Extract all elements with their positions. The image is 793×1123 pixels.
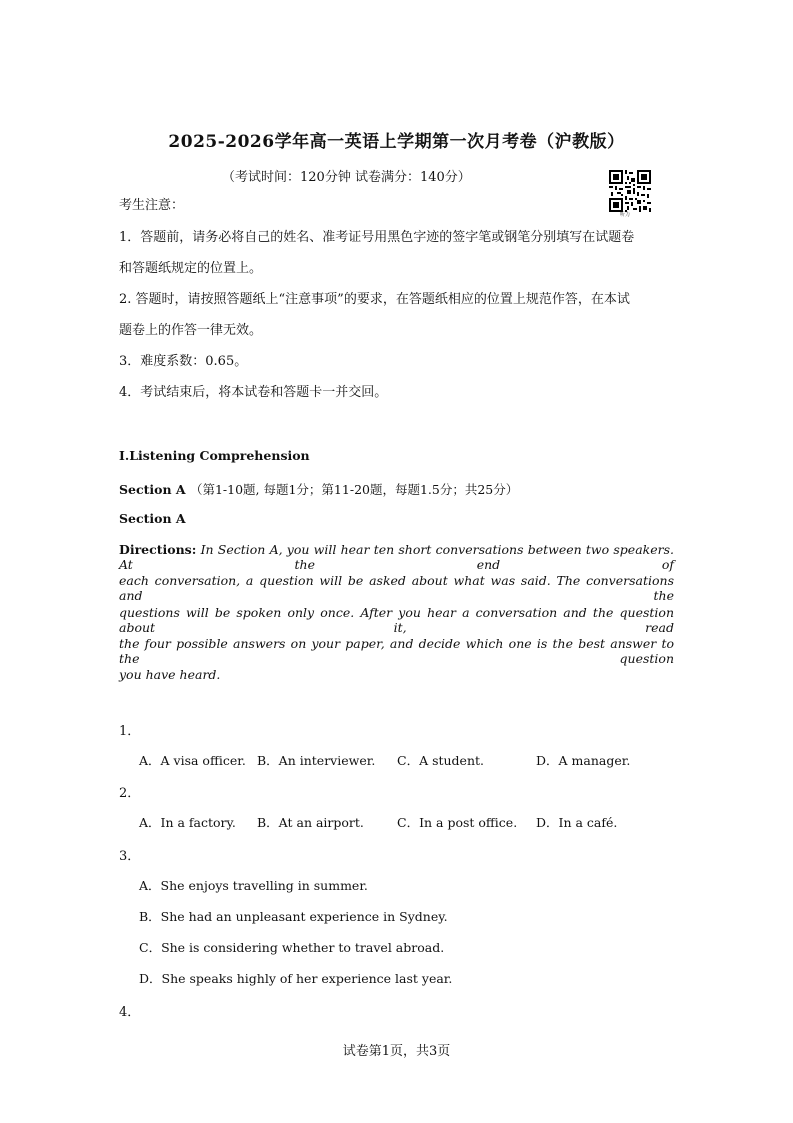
question-2-option-c[interactable]: C．In a post office. (397, 815, 518, 830)
page-footer: 试卷第1页，共3页 (342, 1044, 451, 1059)
qr-caption: 听力 (620, 212, 631, 218)
notice-heading: 考生注意： (119, 198, 185, 213)
part-heading: I.Listening Comprehension (119, 448, 310, 463)
directions-line-2: each conversation, a question will be asked about what was said. The conversations and the (119, 573, 674, 603)
directions-line-4: the four possible answers on your paper, and decide which one is the best answer to the question (119, 636, 674, 666)
question-1-option-b[interactable]: B．An interviewer. (257, 753, 376, 768)
directions-line-5: you have heard. (119, 667, 221, 682)
exam-title: 2025-2026学年高一英语上学期第一次月考卷（沪教版） (168, 132, 625, 152)
notice-item-1-line-1: 1．答题前，请务必将自己的姓名、准考证号用黑色字迹的签字笔或钢笔分别填写在试题卷 (119, 230, 635, 245)
notice-item-4: 4．考试结束后，将本试卷和答题卡一并交回。 (119, 385, 388, 400)
notice-item-2-line-1: 2. 答题时，请按照答题纸上“注意事项”的要求，在答题纸相应的位置上规范作答，在本试 (119, 292, 630, 307)
question-1-option-c[interactable]: C．A student. (397, 753, 484, 768)
exam-time-and-score: （考试时间：120分钟 试卷满分：140分） (222, 170, 471, 185)
section-a-label: Section A (119, 482, 186, 497)
question-1-number: 1． (119, 724, 141, 739)
question-3-option-d[interactable]: D．She speaks highly of her experience last year. (139, 971, 453, 986)
question-3-option-a[interactable]: A．She enjoys travelling in summer. (139, 878, 368, 893)
notice-item-1-line-2: 和答题纸规定的位置上。 (119, 261, 263, 276)
question-3-number: 3． (119, 849, 141, 864)
notice-item-2-line-2: 题卷上的作答一律无效。 (119, 323, 263, 338)
directions-text-1: In Section A, you will hear ten short conversations between two speakers. At the end of (119, 542, 674, 572)
question-3-option-c[interactable]: C．She is considering whether to travel abroad. (139, 940, 445, 955)
section-a-scoring-line (119, 480, 518, 498)
question-2-number: 2． (119, 786, 141, 801)
question-2-option-a[interactable]: A．In a factory. (139, 815, 236, 830)
directions-label: Directions: (119, 542, 197, 557)
question-1-option-d[interactable]: D．A manager. (536, 753, 631, 768)
question-4-number: 4． (119, 1005, 141, 1020)
question-1-option-a[interactable]: A．A visa officer. (139, 753, 246, 768)
question-2-option-b[interactable]: B．At an airport. (257, 815, 364, 830)
notice-item-3: 3．难度系数：0.65。 (119, 354, 248, 369)
directions-line-1 (119, 542, 674, 572)
qr-code-icon (608, 170, 652, 212)
section-a-scoring: （第1-10题, 每题1分；第11-20题，每题1.5分；共25分） (189, 482, 519, 497)
question-2-option-d[interactable]: D．In a café. (536, 815, 618, 830)
directions-line-3: questions will be spoken only once. After you hear a conversation and the question about it, read (119, 605, 674, 635)
question-3-option-b[interactable]: B．She had an unpleasant experience in Sydney. (139, 909, 448, 924)
section-a-heading: Section A (119, 511, 186, 526)
